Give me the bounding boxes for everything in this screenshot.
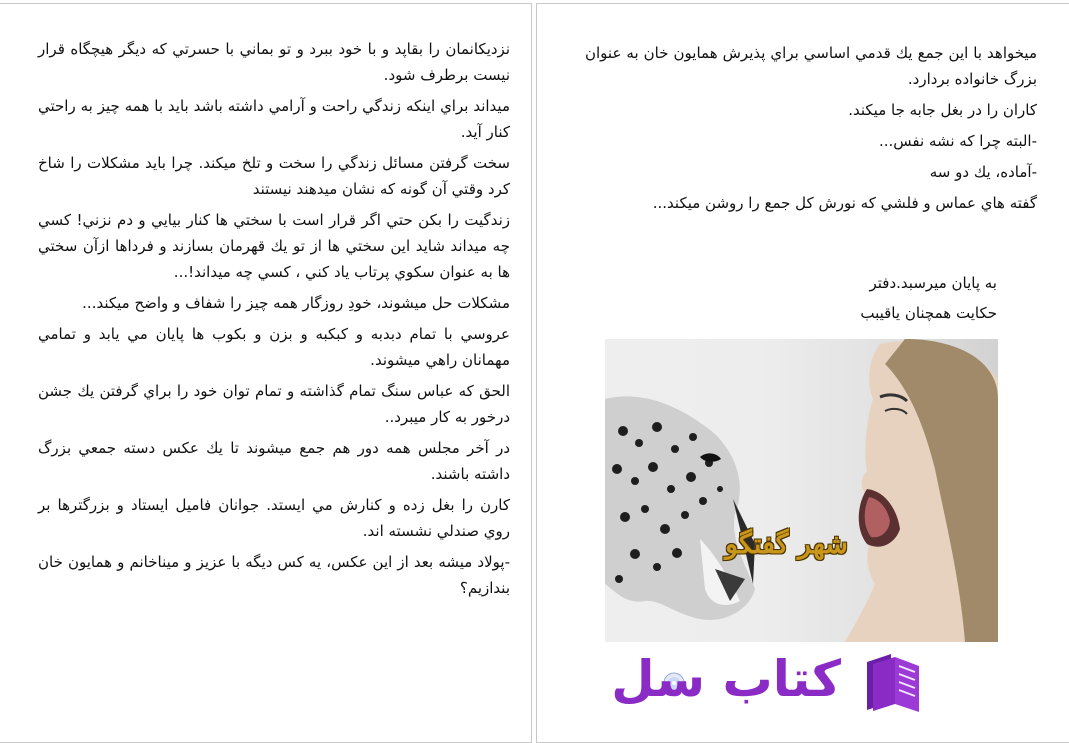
brand-name: کتاب سل (611, 650, 841, 708)
paragraph: سخت گرفتن مسائل زندگي را سخت و تلخ ميکند. چرا بايد مشکلات را شاخ کرد وقتي آن گونه که نشان ميدهند نيستند (38, 154, 510, 198)
paragraph: عروسي با تمام دبدبه و کبکبه و بزن و بکوب ها پايان مي يابد و تمامي مهمانان راهي ميشوند. (38, 325, 510, 369)
left-page-text (38, 36, 510, 606)
ending-line: حکايت همچنان ياقيبب (860, 304, 997, 322)
paragraph: مشکلات حل ميشوند، خودِ روزگار همه چيز را شفاف و واضح ميکند... (82, 294, 510, 312)
ending-line: به پايان ميرسبد.دفتر (869, 274, 997, 292)
cover-image (605, 339, 998, 642)
paragraph: -پولاد ميشه بعد از اين عکس، يه کس ديگه با عزيز و ميناخانم و همايون خان بندازيم؟ (38, 553, 510, 597)
paragraph: ميخواهد با اين جمع يك قدمي اساسي براي پذيرش همايون خان به عنوان بزرگ خانواده بردارد. (585, 44, 1037, 88)
paragraph: کاران را در بغل جابه جا ميکند. (848, 101, 1037, 119)
paragraph: نزديکانمان را بقاپد و با خود ببرد و تو بماني با حسرتي که ديگر هيچگاه قرار نيست برطرف شود. (38, 40, 510, 84)
paragraph: ميداند براي اينکه زندگي راحت و آرامي داشته باشد بايد با همه چيز به راحتي کنار آيد. (38, 97, 510, 141)
paragraph: در آخر مجلس همه دور هم جمع ميشوند تا يك عکس دسته جمعي بزرگ داشته باشند. (38, 439, 510, 483)
paragraph: گفته هاي عماس و فلشي که نورش کل جمع را روشن ميکند... (652, 194, 1037, 212)
right-page-text (585, 40, 1037, 221)
image-watermark-caption: شهر گفتگو (725, 529, 848, 560)
paragraph: -آماده، يك دو سه (929, 163, 1037, 181)
brand-logo (611, 650, 923, 720)
book-icon (861, 654, 923, 712)
story-ending (860, 268, 997, 328)
right-page (536, 3, 1069, 743)
left-page (0, 3, 532, 743)
paragraph: کارن را بغل زده و کنارش مي ايستد. جوانان فاميل ايستاد و بزرگترها بر روي صندلي نشسته اند. (38, 496, 510, 540)
paragraph: زندگيت را بکن حتي اگر قرار است با سختي ها کنار بيايي و دم نزني! کسي چه ميداند شايد اين سختي ها از تو يك قهرمان بسازند و فرداها ازآن سختي ها به عنوان سکوي پرتاب ياد کني ، کسي چه ميداند!... (38, 211, 510, 281)
paragraph: الحق که عباس سنگ تمام گذاشته و تمام توان خود را براي گرفتن يك جشن درخور به کار ميبرد.. (38, 382, 510, 426)
leopard-and-woman-illustration (605, 339, 998, 642)
paragraph: -البته چرا که نشه نفس... (878, 132, 1037, 150)
